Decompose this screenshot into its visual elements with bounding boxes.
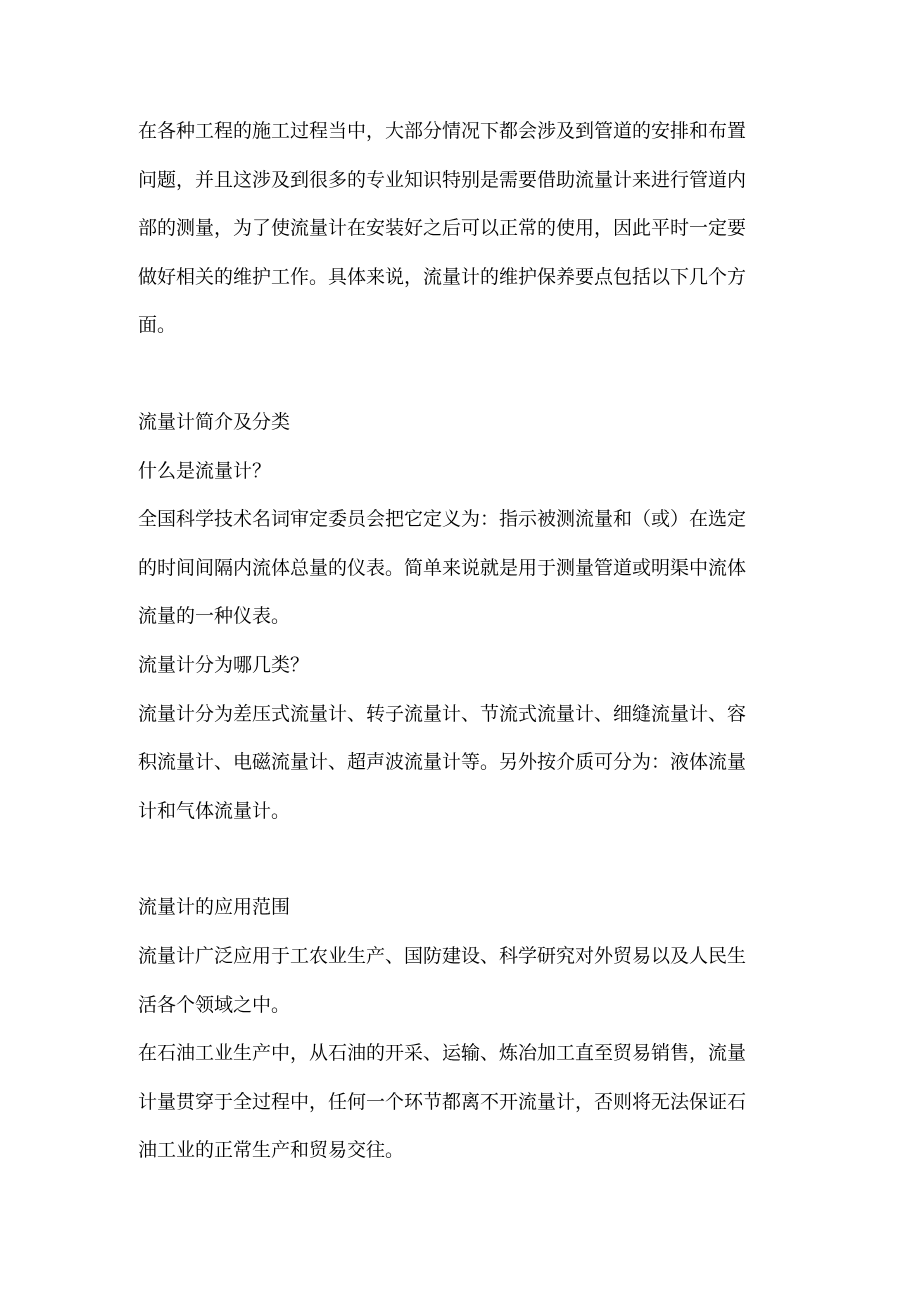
para1-line: 活各个领域之中。	[138, 993, 291, 1016]
para2-line: 在石油工业生产中，从石油的开采、运输、炼冶加工直至贸易销售，流量	[138, 1042, 747, 1065]
answer1-line: 的时间间隔内流体总量的仪表。简单来说就是用于测量管道或明渠中流体	[138, 556, 747, 579]
intro-line: 在各种工程的施工过程当中，大部分情况下都会涉及到管道的安排和布置	[138, 120, 747, 142]
intro-line: 问题，并且这涉及到很多的专业知识特别是需要借助流量计来进行管道内	[138, 168, 747, 191]
answer2-line: 流量计分为差压式流量计、转子流量计、节流式流量计、细缝流量计、容	[138, 702, 747, 725]
section2	[138, 883, 788, 1175]
intro-paragraph	[138, 107, 788, 350]
answer1-line: 全国科学技术名词审定委员会把它定义为：指示被测流量和（或）在选定	[138, 508, 747, 531]
section-spacer	[138, 350, 788, 398]
para1-line: 流量计广泛应用于工农业生产、国防建设、科学研究对外贸易以及人民生	[138, 944, 747, 967]
section-spacer	[138, 835, 788, 883]
question-what-is-flowmeter: 什么是流量计？	[138, 459, 272, 482]
section1-title: 流量计简介及分类	[138, 410, 291, 433]
question-flowmeter-types: 流量计分为哪几类？	[138, 653, 310, 676]
section1	[138, 398, 788, 835]
intro-line: 做好相关的维护工作。具体来说，流量计的维护保养要点包括以下几个方	[138, 265, 747, 288]
intro-line: 面。	[138, 314, 177, 337]
answer1-line: 流量的一种仪表。	[138, 605, 291, 628]
answer2-line: 积流量计、电磁流量计、超声波流量计等。另外按介质可分为：液体流量	[138, 751, 747, 774]
document-page	[138, 107, 788, 1175]
answer2-line: 计和气体流量计。	[138, 799, 291, 822]
section2-title: 流量计的应用范围	[138, 896, 291, 919]
para2-line: 油工业的正常生产和贸易交往。	[138, 1139, 405, 1162]
intro-line: 部的测量，为了使流量计在安装好之后可以正常的使用，因此平时一定要	[138, 217, 747, 240]
para2-line: 计量贯穿于全过程中，任何一个环节都离不开流量计，否则将无法保证石	[138, 1090, 747, 1113]
